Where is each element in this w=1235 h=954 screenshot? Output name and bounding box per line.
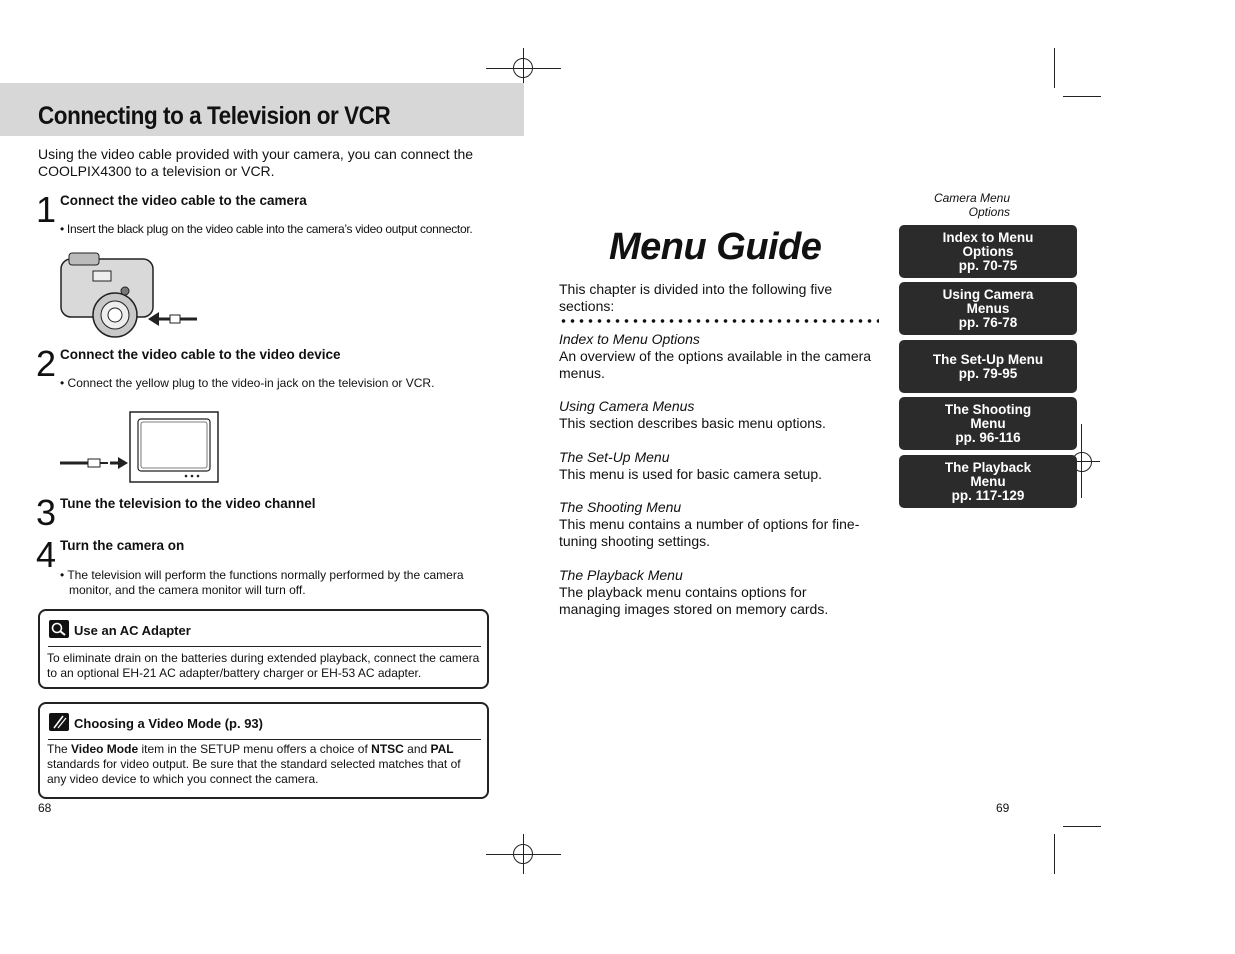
step-title: Turn the camera on xyxy=(60,538,185,553)
section-heading: Index to Menu Options xyxy=(559,331,700,347)
step-title: Tune the television to the video channel xyxy=(60,496,316,511)
note-box-video-mode xyxy=(38,702,489,799)
step-bullet: monitor, and the camera monitor will turn off. xyxy=(69,583,306,597)
registration-mark xyxy=(513,58,533,78)
section-text: This menu is used for basic camera setup. xyxy=(559,466,823,482)
camera-illustration xyxy=(55,245,217,340)
tab-set-up-menu[interactable]: The Set-Up Menu pp. 79-95 xyxy=(899,340,1077,393)
registration-mark xyxy=(513,844,533,864)
note-heading: Choosing a Video Mode (p. 93) xyxy=(74,716,263,731)
section-heading: The Shooting Menu xyxy=(559,499,682,515)
chapter-title: Menu Guide xyxy=(609,226,822,268)
section-heading: The Set-Up Menu xyxy=(559,449,670,465)
section-text: An overview of the options available in the camera menus. xyxy=(559,348,872,381)
dotted-divider xyxy=(559,318,879,324)
step-number: 3 xyxy=(36,492,57,533)
crop-mark xyxy=(1063,96,1101,97)
step-number: 2 xyxy=(36,343,57,384)
intro-text: Using the video cable provided with your camera, you can connect the COOLPIX4300 to a television or VCR. xyxy=(38,146,474,179)
note-heading: Use an AC Adapter xyxy=(74,623,191,638)
note-text: The Video Mode item in the SETUP menu offers a choice of NTSC and PAL standards for video output. Be sure that the standard selected matches that of any video device to which you connect the camera. xyxy=(47,742,461,786)
tab-playback-menu[interactable]: The Playback Menu pp. 117-129 xyxy=(899,455,1077,508)
crop-mark xyxy=(1063,826,1101,827)
page-number: 69 xyxy=(996,801,1010,815)
section-text: This menu contains a number of options for fine-tuning shooting settings. xyxy=(559,516,860,549)
tab-shooting-menu[interactable]: The Shooting Menu pp. 96-116 xyxy=(899,397,1077,450)
page-title: Connecting to a Television or VCR xyxy=(38,102,391,130)
section-text: The playback menu contains options for managing images stored on memory cards. xyxy=(559,584,829,617)
section-heading: Using Camera Menus xyxy=(559,398,695,414)
crop-mark xyxy=(1054,834,1055,874)
step-number: 1 xyxy=(36,189,57,230)
page-number: 68 xyxy=(38,801,52,815)
tab-using-camera-menus[interactable]: Using Camera Menus pp. 76-78 xyxy=(899,282,1077,335)
step-title: Connect the video cable to the camera xyxy=(60,193,307,208)
divider xyxy=(48,739,481,740)
step-number: 4 xyxy=(36,534,57,575)
pencil-icon xyxy=(49,713,69,731)
television-illustration xyxy=(58,410,223,485)
tab-caption: Camera Menu Options xyxy=(933,191,1010,219)
step-bullet: • The television will perform the functions normally performed by the camera xyxy=(60,568,464,582)
note-text: To eliminate drain on the batteries during extended playback, connect the camera to an optional EH-21 AC adapter/battery charger or EH-53 AC adapter. xyxy=(47,651,480,680)
step-bullet: • Insert the black plug on the video cable into the camera’s video output connector. xyxy=(60,222,473,236)
step-title: Connect the video cable to the video device xyxy=(60,347,341,362)
chapter-intro: This chapter is divided into the following five sections: xyxy=(559,281,833,314)
step-bullet: • Connect the yellow plug to the video-in jack on the television or VCR. xyxy=(60,376,435,390)
section-heading: The Playback Menu xyxy=(559,567,683,583)
crop-mark xyxy=(1054,48,1055,88)
section-text: This section describes basic menu options. xyxy=(559,415,826,431)
divider xyxy=(48,646,481,647)
note-box-ac-adapter xyxy=(38,609,489,689)
tab-index-to-menu-options[interactable]: Index to Menu Options pp. 70-75 xyxy=(899,225,1077,278)
magnifier-icon xyxy=(49,620,69,638)
